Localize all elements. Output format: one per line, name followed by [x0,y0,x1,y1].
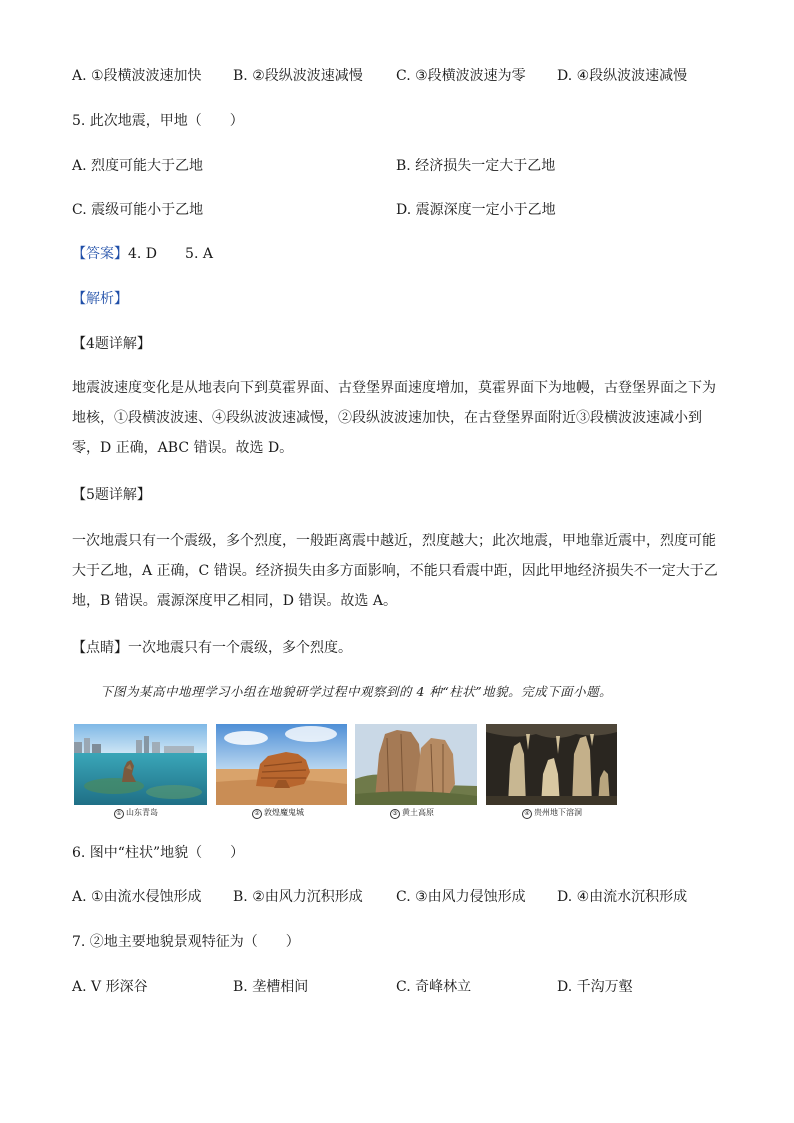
photo-loess-plateau [355,724,477,805]
detail5-label: 【5题详解】 [72,487,151,503]
q6-stem: 6. 图中“柱状”地貌（ ） [72,845,245,861]
q5-option-a: A. 烈度可能大于乙地 [72,158,204,174]
q6-option-c: C. ③由风力侵蚀形成 [396,889,526,905]
detail4-paragraph [72,373,720,463]
intro-text: 下图为某高中地理学习小组在地貌研学过程中观察到的 4 种“柱状”地貌。完成下面小题。 [100,684,613,699]
detail4-label: 【4题详解】 [72,336,151,352]
q4-option-d: D. ④段纵波波速减慢 [557,68,688,84]
detail5-line: 一次地震只有一个震级，多个烈度，一般距离震中越近，烈度越大；此次地震，甲地靠近震中，烈度可能 [72,533,716,549]
analysis-label: 【解析】 [72,291,128,307]
tip-line [72,639,352,657]
detail4-line: 地核，①段横波波速、④段纵波波速减慢，②段纵波波速加快，在古登堡界面附近③段横波波速减小到 [72,410,702,426]
photo-2-caption-text: 敦煌魔鬼城 [264,808,304,817]
answer-label: 【答案】 [72,246,128,262]
photo-1-number: ① [114,809,124,819]
answer-line [72,245,213,263]
photo-4-caption-text: 贵州地下溶洞 [534,808,582,817]
tip-label: 【点睛】 [72,640,128,656]
q5-option-c: C. 震级可能小于乙地 [72,202,204,218]
detail4-line: 零，D 正确，ABC 错误。故选 D。 [72,440,294,456]
photo-guizhou-cave [486,724,617,805]
photo-1-caption-text: 山东青岛 [126,808,158,817]
q4-option-c: C. ③段横波波速为零 [396,68,526,84]
detail5-paragraph [72,526,720,616]
q6-option-d: D. ④由流水沉积形成 [557,889,688,905]
q7-option-a: A. V 形深谷 [72,979,148,995]
answer-text: 4. D 5. A [128,246,213,262]
q7-option-c: C. 奇峰林立 [396,979,472,995]
tip-text: 一次地震只有一个震级，多个烈度。 [128,640,352,656]
photo-dunhuang-yardang [216,724,347,805]
photo-2-number: ② [252,809,262,819]
q7-stem: 7. ②地主要地貌景观特征为（ ） [72,934,300,950]
detail4-line: 地震波速度变化是从地表向下到莫霍界面、古登堡界面速度增加，莫霍界面下为地幔，古登堡界面之下为 [72,380,716,396]
q4-option-b: B. ②段纵波波速减慢 [233,68,363,84]
q5-option-b: B. 经济损失一定大于乙地 [396,158,556,174]
q5-stem: 5. 此次地震，甲地（ ） [72,113,244,129]
q6-option-b: B. ②由风力沉积形成 [233,889,363,905]
photo-4-number: ④ [522,809,532,819]
photo-3-caption [390,808,434,819]
photo-3-number: ③ [390,809,400,819]
detail5-line: 大于乙地，A 正确，C 错误。经济损失由多方面影响，不能只看震中距，因此甲地经济损失不一定大于乙 [72,563,718,579]
photo-2-caption [252,808,304,819]
photo-qingdao-sea-stack [74,724,207,805]
q7-option-d: D. 千沟万壑 [557,979,633,995]
photo-1-caption [114,808,158,819]
q5-option-d: D. 震源深度一定小于乙地 [396,202,556,218]
photo-3-caption-text: 黄土高原 [402,808,434,817]
photo-4-caption [522,808,582,819]
detail5-line: 地，B 错误。震源深度甲乙相同，D 错误。故选 A。 [72,593,397,609]
q4-option-a: A. ①段横波波速加快 [72,68,202,84]
q6-option-a: A. ①由流水侵蚀形成 [72,889,202,905]
q7-option-b: B. 垄槽相间 [233,979,309,995]
